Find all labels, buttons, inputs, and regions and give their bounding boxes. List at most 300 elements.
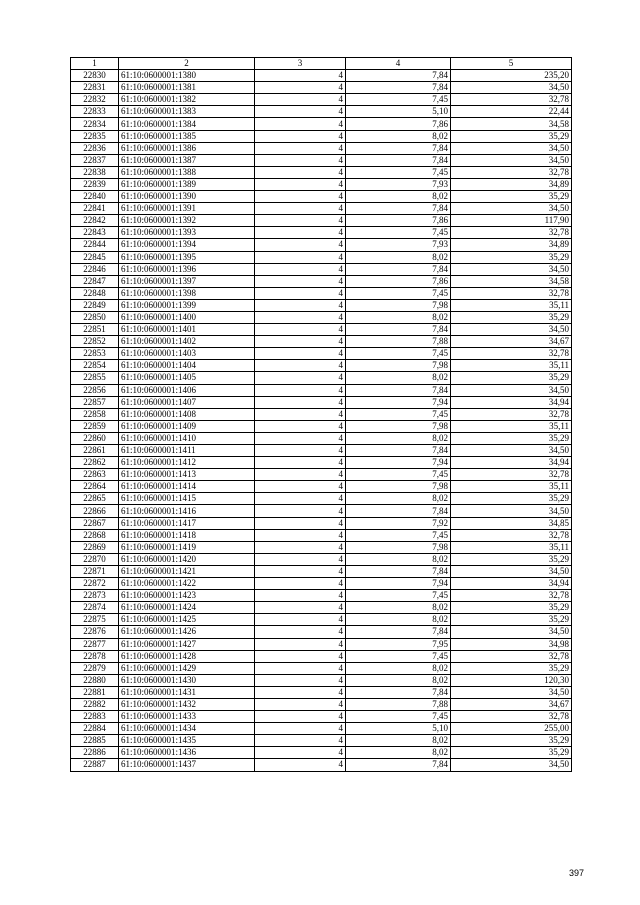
- column-4-cell: 7,84: [346, 263, 451, 275]
- column-5-cell: 35,11: [451, 541, 572, 553]
- cadastral-number-cell: 61:10:0600001:1387: [119, 154, 255, 166]
- row-number-cell: 22868: [71, 529, 119, 541]
- table-row: [71, 698, 572, 710]
- row-number-cell: 22879: [71, 662, 119, 674]
- row-number-cell: 22873: [71, 590, 119, 602]
- column-5-cell: 34,94: [451, 396, 572, 408]
- column-5-cell: 34,50: [451, 626, 572, 638]
- column-4-cell: 7,88: [346, 336, 451, 348]
- column-5-cell: 32,78: [451, 287, 572, 299]
- table-row: [71, 408, 572, 420]
- table-row: [71, 299, 572, 311]
- table-row: [71, 614, 572, 626]
- cadastral-number-cell: 61:10:0600001:1382: [119, 94, 255, 106]
- column-3-cell: 4: [255, 142, 346, 154]
- column-3-cell: 4: [255, 590, 346, 602]
- column-5-cell: 34,85: [451, 517, 572, 529]
- column-4-cell: 7,86: [346, 215, 451, 227]
- column-3-cell: 4: [255, 469, 346, 481]
- table-row: [71, 662, 572, 674]
- column-4-cell: 7,84: [346, 384, 451, 396]
- column-5-cell: 34,67: [451, 336, 572, 348]
- column-3-cell: 4: [255, 360, 346, 372]
- row-number-cell: 22874: [71, 602, 119, 614]
- column-5-cell: 32,78: [451, 166, 572, 178]
- cadastral-number-cell: 61:10:0600001:1424: [119, 602, 255, 614]
- column-3-cell: 4: [255, 118, 346, 130]
- table-header-row: [71, 58, 572, 70]
- column-3-cell: 4: [255, 529, 346, 541]
- column-3-cell: 4: [255, 481, 346, 493]
- table-row: [71, 602, 572, 614]
- column-3-cell: 4: [255, 287, 346, 299]
- cadastral-number-cell: 61:10:0600001:1435: [119, 735, 255, 747]
- column-3-cell: 4: [255, 662, 346, 674]
- column-4-cell: 7,95: [346, 638, 451, 650]
- cadastral-number-cell: 61:10:0600001:1397: [119, 275, 255, 287]
- cadastral-number-cell: 61:10:0600001:1401: [119, 324, 255, 336]
- row-number-cell: 22871: [71, 565, 119, 577]
- row-number-cell: 22842: [71, 215, 119, 227]
- row-number-cell: 22838: [71, 166, 119, 178]
- column-4-cell: 8,02: [346, 614, 451, 626]
- cadastral-number-cell: 61:10:0600001:1380: [119, 70, 255, 82]
- column-3-cell: 4: [255, 336, 346, 348]
- table-header: [71, 58, 572, 70]
- cadastral-number-cell: 61:10:0600001:1381: [119, 82, 255, 94]
- column-4-cell: 7,45: [346, 711, 451, 723]
- table-row: [71, 686, 572, 698]
- row-number-cell: 22836: [71, 142, 119, 154]
- column-4-cell: 7,45: [346, 469, 451, 481]
- column-header-4: 4: [346, 58, 451, 70]
- column-5-cell: 22,44: [451, 106, 572, 118]
- table-row: [71, 118, 572, 130]
- cadastral-number-cell: 61:10:0600001:1413: [119, 469, 255, 481]
- table-row: [71, 70, 572, 82]
- table-row: [71, 529, 572, 541]
- column-3-cell: 4: [255, 396, 346, 408]
- column-4-cell: 8,02: [346, 191, 451, 203]
- cadastral-number-cell: 61:10:0600001:1415: [119, 493, 255, 505]
- column-3-cell: 4: [255, 650, 346, 662]
- column-4-cell: 8,02: [346, 602, 451, 614]
- row-number-cell: 22841: [71, 203, 119, 215]
- row-number-cell: 22865: [71, 493, 119, 505]
- page-number: 397: [568, 868, 584, 878]
- column-4-cell: 7,84: [346, 70, 451, 82]
- column-4-cell: 7,84: [346, 324, 451, 336]
- column-4-cell: 8,02: [346, 662, 451, 674]
- row-number-cell: 22875: [71, 614, 119, 626]
- row-number-cell: 22864: [71, 481, 119, 493]
- cadastral-number-cell: 61:10:0600001:1407: [119, 396, 255, 408]
- cadastral-number-cell: 61:10:0600001:1428: [119, 650, 255, 662]
- row-number-cell: 22885: [71, 735, 119, 747]
- row-number-cell: 22886: [71, 747, 119, 759]
- row-number-cell: 22834: [71, 118, 119, 130]
- column-5-cell: 32,78: [451, 348, 572, 360]
- cadastral-number-cell: 61:10:0600001:1398: [119, 287, 255, 299]
- column-4-cell: 7,98: [346, 541, 451, 553]
- cadastral-number-cell: 61:10:0600001:1420: [119, 553, 255, 565]
- cadastral-number-cell: 61:10:0600001:1394: [119, 239, 255, 251]
- column-3-cell: 4: [255, 154, 346, 166]
- row-number-cell: 22876: [71, 626, 119, 638]
- row-number-cell: 22851: [71, 324, 119, 336]
- column-3-cell: 4: [255, 759, 346, 771]
- table-row: [71, 154, 572, 166]
- table-row: [71, 420, 572, 432]
- column-3-cell: 4: [255, 324, 346, 336]
- column-5-cell: 34,89: [451, 178, 572, 190]
- table-row: [71, 142, 572, 154]
- column-5-cell: 34,50: [451, 154, 572, 166]
- row-number-cell: 22870: [71, 553, 119, 565]
- column-3-cell: 4: [255, 698, 346, 710]
- column-3-cell: 4: [255, 408, 346, 420]
- column-5-cell: 34,50: [451, 203, 572, 215]
- column-4-cell: 7,45: [346, 287, 451, 299]
- cadastral-number-cell: 61:10:0600001:1384: [119, 118, 255, 130]
- column-4-cell: 7,93: [346, 239, 451, 251]
- row-number-cell: 22878: [71, 650, 119, 662]
- column-4-cell: 8,02: [346, 130, 451, 142]
- cadastral-number-cell: 61:10:0600001:1383: [119, 106, 255, 118]
- row-number-cell: 22843: [71, 227, 119, 239]
- row-number-cell: 22858: [71, 408, 119, 420]
- column-4-cell: 7,93: [346, 178, 451, 190]
- table-row: [71, 82, 572, 94]
- row-number-cell: 22847: [71, 275, 119, 287]
- column-4-cell: 7,98: [346, 420, 451, 432]
- row-number-cell: 22835: [71, 130, 119, 142]
- cadastral-number-cell: 61:10:0600001:1396: [119, 263, 255, 275]
- column-3-cell: 4: [255, 70, 346, 82]
- column-3-cell: 4: [255, 686, 346, 698]
- column-4-cell: 7,45: [346, 166, 451, 178]
- column-4-cell: 7,45: [346, 529, 451, 541]
- column-3-cell: 4: [255, 711, 346, 723]
- table-row: [71, 505, 572, 517]
- column-4-cell: 7,84: [346, 626, 451, 638]
- column-3-cell: 4: [255, 94, 346, 106]
- column-3-cell: 4: [255, 203, 346, 215]
- column-5-cell: 32,78: [451, 711, 572, 723]
- column-5-cell: 35,29: [451, 130, 572, 142]
- table-row: [71, 178, 572, 190]
- column-4-cell: 5,10: [346, 106, 451, 118]
- column-5-cell: 34,58: [451, 118, 572, 130]
- column-5-cell: 32,78: [451, 590, 572, 602]
- column-5-cell: 117,90: [451, 215, 572, 227]
- column-3-cell: 4: [255, 82, 346, 94]
- column-3-cell: 4: [255, 239, 346, 251]
- column-5-cell: 34,58: [451, 275, 572, 287]
- row-number-cell: 22881: [71, 686, 119, 698]
- table-row: [71, 590, 572, 602]
- column-5-cell: 35,29: [451, 251, 572, 263]
- column-3-cell: 4: [255, 602, 346, 614]
- column-4-cell: 7,45: [346, 94, 451, 106]
- table-row: [71, 227, 572, 239]
- column-4-cell: 7,92: [346, 517, 451, 529]
- cadastral-number-cell: 61:10:0600001:1385: [119, 130, 255, 142]
- cadastral-number-cell: 61:10:0600001:1437: [119, 759, 255, 771]
- column-4-cell: 8,02: [346, 674, 451, 686]
- row-number-cell: 22869: [71, 541, 119, 553]
- row-number-cell: 22854: [71, 360, 119, 372]
- column-3-cell: 4: [255, 553, 346, 565]
- cadastral-number-cell: 61:10:0600001:1395: [119, 251, 255, 263]
- column-3-cell: 4: [255, 130, 346, 142]
- column-5-cell: 35,11: [451, 299, 572, 311]
- column-5-cell: 34,94: [451, 578, 572, 590]
- column-5-cell: 34,89: [451, 239, 572, 251]
- column-5-cell: 34,50: [451, 505, 572, 517]
- column-4-cell: 7,84: [346, 203, 451, 215]
- table-row: [71, 324, 572, 336]
- column-3-cell: 4: [255, 263, 346, 275]
- column-3-cell: 4: [255, 723, 346, 735]
- cadastral-number-cell: 61:10:0600001:1419: [119, 541, 255, 553]
- row-number-cell: 22882: [71, 698, 119, 710]
- column-3-cell: 4: [255, 178, 346, 190]
- cadastral-number-cell: 61:10:0600001:1426: [119, 626, 255, 638]
- column-5-cell: 32,78: [451, 650, 572, 662]
- column-5-cell: 35,29: [451, 735, 572, 747]
- row-number-cell: 22845: [71, 251, 119, 263]
- column-5-cell: 235,20: [451, 70, 572, 82]
- cadastral-number-cell: 61:10:0600001:1423: [119, 590, 255, 602]
- column-5-cell: 35,29: [451, 372, 572, 384]
- row-number-cell: 22863: [71, 469, 119, 481]
- cadastral-table: [70, 57, 572, 772]
- table-row: [71, 94, 572, 106]
- column-3-cell: 4: [255, 432, 346, 444]
- column-5-cell: 35,29: [451, 191, 572, 203]
- column-4-cell: 8,02: [346, 493, 451, 505]
- cadastral-number-cell: 61:10:0600001:1393: [119, 227, 255, 239]
- column-4-cell: 7,84: [346, 686, 451, 698]
- row-number-cell: 22849: [71, 299, 119, 311]
- row-number-cell: 22877: [71, 638, 119, 650]
- cadastral-number-cell: 61:10:0600001:1390: [119, 191, 255, 203]
- column-3-cell: 4: [255, 493, 346, 505]
- table-row: [71, 723, 572, 735]
- column-3-cell: 4: [255, 191, 346, 203]
- column-4-cell: 7,98: [346, 481, 451, 493]
- cadastral-number-cell: 61:10:0600001:1404: [119, 360, 255, 372]
- row-number-cell: 22872: [71, 578, 119, 590]
- table-row: [71, 747, 572, 759]
- row-number-cell: 22831: [71, 82, 119, 94]
- column-5-cell: 32,78: [451, 408, 572, 420]
- row-number-cell: 22866: [71, 505, 119, 517]
- row-number-cell: 22837: [71, 154, 119, 166]
- column-5-cell: 35,29: [451, 432, 572, 444]
- column-4-cell: 8,02: [346, 747, 451, 759]
- column-4-cell: 8,02: [346, 311, 451, 323]
- table-row: [71, 263, 572, 275]
- column-3-cell: 4: [255, 348, 346, 360]
- row-number-cell: 22830: [71, 70, 119, 82]
- table-row: [71, 251, 572, 263]
- column-5-cell: 34,50: [451, 759, 572, 771]
- column-3-cell: 4: [255, 638, 346, 650]
- cadastral-number-cell: 61:10:0600001:1403: [119, 348, 255, 360]
- table-row: [71, 275, 572, 287]
- table-row: [71, 674, 572, 686]
- column-3-cell: 4: [255, 251, 346, 263]
- column-5-cell: 35,11: [451, 420, 572, 432]
- cadastral-number-cell: 61:10:0600001:1414: [119, 481, 255, 493]
- column-5-cell: 35,11: [451, 481, 572, 493]
- table-row: [71, 541, 572, 553]
- cadastral-number-cell: 61:10:0600001:1436: [119, 747, 255, 759]
- table-row: [71, 311, 572, 323]
- row-number-cell: 22855: [71, 372, 119, 384]
- column-5-cell: 35,29: [451, 662, 572, 674]
- table-row: [71, 517, 572, 529]
- column-4-cell: 7,98: [346, 299, 451, 311]
- column-5-cell: 120,30: [451, 674, 572, 686]
- column-5-cell: 35,11: [451, 360, 572, 372]
- cadastral-number-cell: 61:10:0600001:1400: [119, 311, 255, 323]
- row-number-cell: 22846: [71, 263, 119, 275]
- cadastral-number-cell: 61:10:0600001:1416: [119, 505, 255, 517]
- row-number-cell: 22867: [71, 517, 119, 529]
- column-4-cell: 7,88: [346, 698, 451, 710]
- cadastral-number-cell: 61:10:0600001:1392: [119, 215, 255, 227]
- column-5-cell: 35,29: [451, 614, 572, 626]
- cadastral-number-cell: 61:10:0600001:1391: [119, 203, 255, 215]
- column-4-cell: 7,84: [346, 565, 451, 577]
- table-row: [71, 469, 572, 481]
- column-5-cell: 35,29: [451, 311, 572, 323]
- column-4-cell: 7,84: [346, 445, 451, 457]
- cadastral-number-cell: 61:10:0600001:1388: [119, 166, 255, 178]
- column-4-cell: 7,94: [346, 396, 451, 408]
- column-5-cell: 34,98: [451, 638, 572, 650]
- cadastral-number-cell: 61:10:0600001:1389: [119, 178, 255, 190]
- cadastral-number-cell: 61:10:0600001:1418: [119, 529, 255, 541]
- column-3-cell: 4: [255, 517, 346, 529]
- row-number-cell: 22861: [71, 445, 119, 457]
- row-number-cell: 22844: [71, 239, 119, 251]
- row-number-cell: 22887: [71, 759, 119, 771]
- table-row: [71, 106, 572, 118]
- table-row: [71, 191, 572, 203]
- column-3-cell: 4: [255, 457, 346, 469]
- column-3-cell: 4: [255, 565, 346, 577]
- table-row: [71, 384, 572, 396]
- column-4-cell: 7,94: [346, 578, 451, 590]
- cadastral-number-cell: 61:10:0600001:1432: [119, 698, 255, 710]
- column-4-cell: 8,02: [346, 251, 451, 263]
- cadastral-number-cell: 61:10:0600001:1417: [119, 517, 255, 529]
- column-3-cell: 4: [255, 578, 346, 590]
- column-5-cell: 255,00: [451, 723, 572, 735]
- cadastral-number-cell: 61:10:0600001:1406: [119, 384, 255, 396]
- column-3-cell: 4: [255, 166, 346, 178]
- cadastral-number-cell: 61:10:0600001:1386: [119, 142, 255, 154]
- column-3-cell: 4: [255, 541, 346, 553]
- column-4-cell: 7,45: [346, 408, 451, 420]
- cadastral-number-cell: 61:10:0600001:1422: [119, 578, 255, 590]
- table-row: [71, 481, 572, 493]
- cadastral-number-cell: 61:10:0600001:1434: [119, 723, 255, 735]
- table-row: [71, 711, 572, 723]
- row-number-cell: 22832: [71, 94, 119, 106]
- table-row: [71, 493, 572, 505]
- row-number-cell: 22853: [71, 348, 119, 360]
- column-3-cell: 4: [255, 420, 346, 432]
- cadastral-number-cell: 61:10:0600001:1427: [119, 638, 255, 650]
- column-5-cell: 34,50: [451, 445, 572, 457]
- column-4-cell: 8,02: [346, 372, 451, 384]
- row-number-cell: 22857: [71, 396, 119, 408]
- cadastral-number-cell: 61:10:0600001:1409: [119, 420, 255, 432]
- table-row: [71, 578, 572, 590]
- table-row: [71, 735, 572, 747]
- column-header-1: 1: [71, 58, 119, 70]
- column-5-cell: 32,78: [451, 469, 572, 481]
- column-4-cell: 7,84: [346, 82, 451, 94]
- column-3-cell: 4: [255, 505, 346, 517]
- column-4-cell: 7,98: [346, 360, 451, 372]
- table-row: [71, 130, 572, 142]
- row-number-cell: 22883: [71, 711, 119, 723]
- column-4-cell: 5,10: [346, 723, 451, 735]
- table-row: [71, 457, 572, 469]
- column-4-cell: 7,84: [346, 142, 451, 154]
- column-3-cell: 4: [255, 299, 346, 311]
- table-row: [71, 432, 572, 444]
- table-row: [71, 360, 572, 372]
- column-3-cell: 4: [255, 106, 346, 118]
- column-3-cell: 4: [255, 626, 346, 638]
- column-3-cell: 4: [255, 372, 346, 384]
- cadastral-number-cell: 61:10:0600001:1430: [119, 674, 255, 686]
- row-number-cell: 22839: [71, 178, 119, 190]
- column-4-cell: 7,84: [346, 759, 451, 771]
- table-row: [71, 203, 572, 215]
- column-5-cell: 34,50: [451, 263, 572, 275]
- column-3-cell: 4: [255, 275, 346, 287]
- cadastral-number-cell: 61:10:0600001:1425: [119, 614, 255, 626]
- column-4-cell: 7,86: [346, 275, 451, 287]
- cadastral-number-cell: 61:10:0600001:1408: [119, 408, 255, 420]
- cadastral-number-cell: 61:10:0600001:1402: [119, 336, 255, 348]
- column-header-5: 5: [451, 58, 572, 70]
- table-row: [71, 372, 572, 384]
- cadastral-number-cell: 61:10:0600001:1429: [119, 662, 255, 674]
- column-5-cell: 34,50: [451, 384, 572, 396]
- column-3-cell: 4: [255, 311, 346, 323]
- column-4-cell: 7,84: [346, 154, 451, 166]
- table-row: [71, 287, 572, 299]
- column-4-cell: 8,02: [346, 735, 451, 747]
- table-row: [71, 239, 572, 251]
- column-5-cell: 32,78: [451, 529, 572, 541]
- cadastral-number-cell: 61:10:0600001:1421: [119, 565, 255, 577]
- column-5-cell: 34,94: [451, 457, 572, 469]
- column-3-cell: 4: [255, 215, 346, 227]
- column-5-cell: 34,50: [451, 324, 572, 336]
- column-header-3: 3: [255, 58, 346, 70]
- row-number-cell: 22852: [71, 336, 119, 348]
